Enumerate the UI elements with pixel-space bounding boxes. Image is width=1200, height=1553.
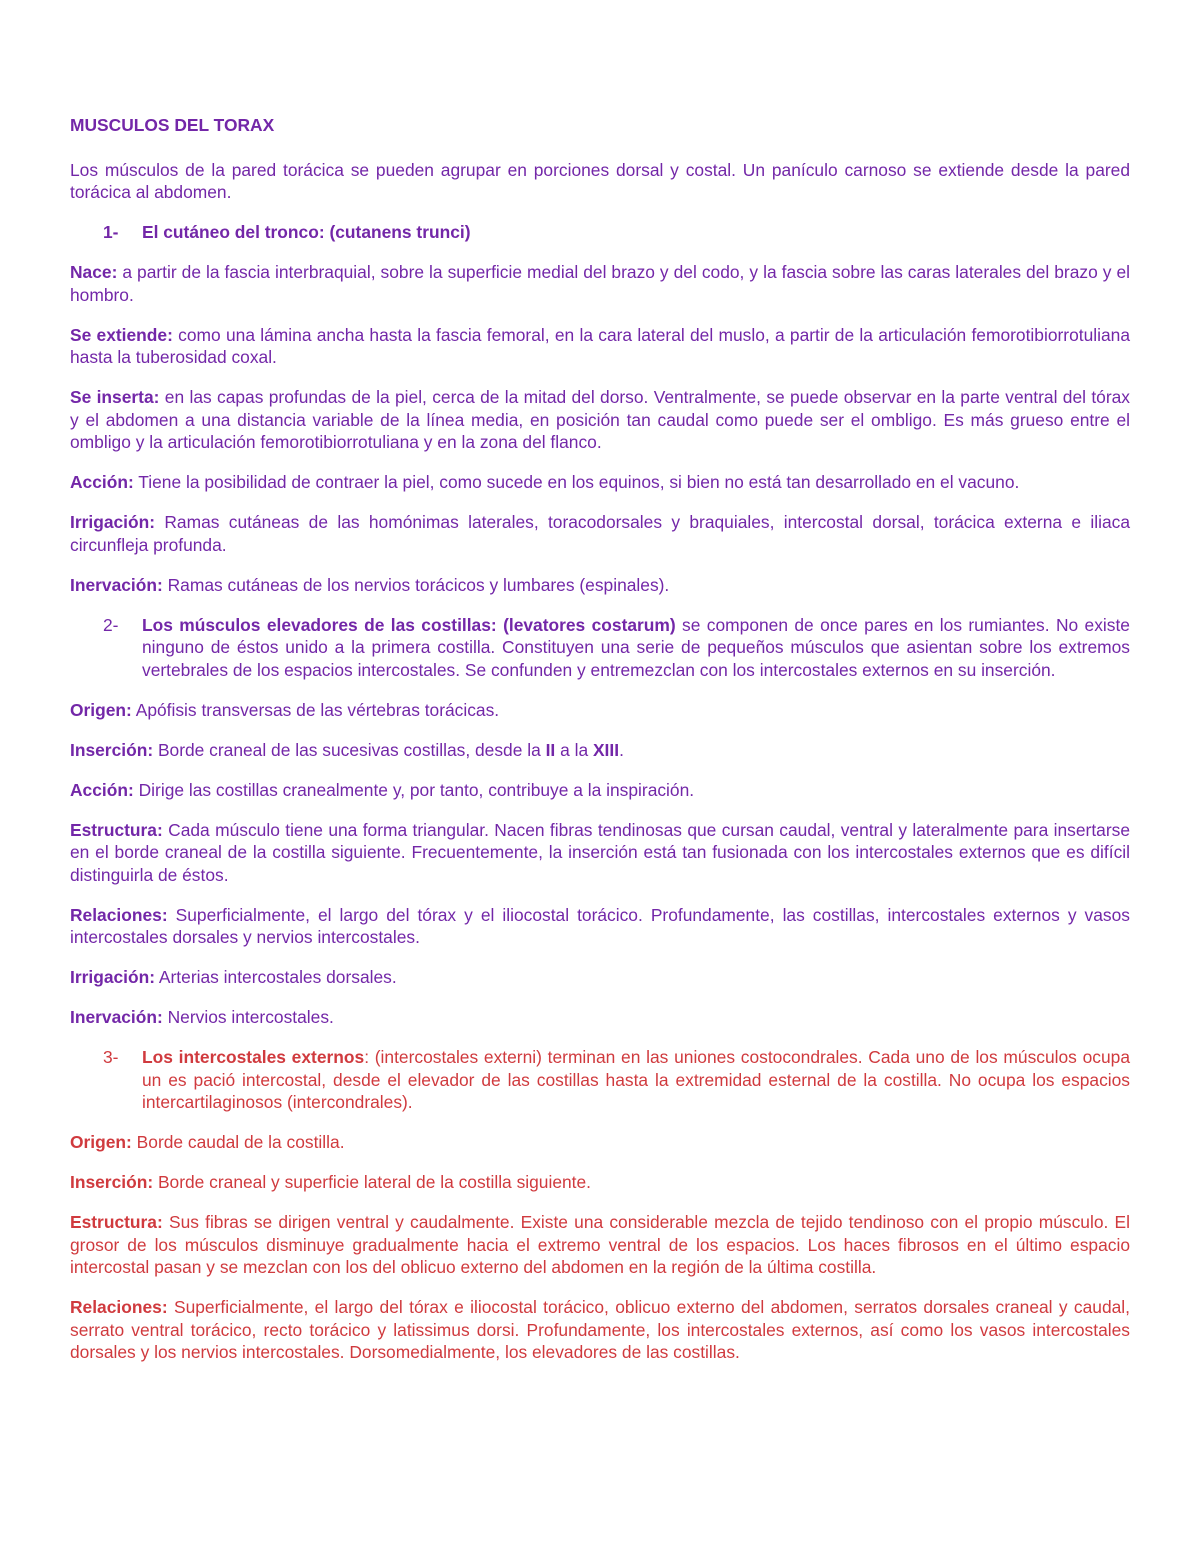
s1-accion-label: Acción: xyxy=(70,472,134,492)
section-1-heading xyxy=(70,221,1130,244)
s2-estructura-text: Cada músculo tiene una forma triangular. Nacen fibras tendinosas que cursan caudal, ventral y lateralmente para insertarse en el borde craneal de la costilla siguiente. Frecuentemente, la inserción está tan fusionada con los intercostales externos que es difícil distinguirla de éstos. xyxy=(70,819,1130,885)
s1-inervacion-text: Ramas cutáneas de los nervios torácicos y lumbares (espinales). xyxy=(162,574,670,595)
s2-estructura-label: Estructura: xyxy=(70,819,163,840)
s2-insercion-bold-1: II xyxy=(545,739,556,760)
s2-origen-text: Apófisis transversas de las vértebras torácicas. xyxy=(131,699,500,720)
s3-insercion-text: Borde craneal y superficie lateral de la costilla siguiente. xyxy=(153,1172,592,1192)
s2-origen-label: Origen: xyxy=(70,699,132,720)
s1-irrigacion-text: Ramas cutáneas de las homónimas laterales, toracodorsales y braquiales, intercostal dorsal, torácica externa e iliaca circunfleja profunda. xyxy=(70,512,1130,555)
s1-inervacion-paragraph xyxy=(70,574,1130,597)
s2-insercion-text-b: a la xyxy=(555,739,593,760)
s2-insercion-paragraph xyxy=(70,739,1130,762)
s1-inserta-paragraph xyxy=(70,386,1130,454)
s2-inervacion-paragraph xyxy=(70,1006,1130,1029)
s2-inervacion-text: Nervios intercostales. xyxy=(162,1007,334,1027)
s3-origen-text: Borde caudal de la costilla. xyxy=(131,1132,345,1152)
s3-estructura-paragraph xyxy=(70,1211,1130,1279)
s1-nace-paragraph xyxy=(70,261,1130,306)
s1-accion-text: Tiene la posibilidad de contraer la piel, como sucede en los equinos, si bien no está tan desarrollado en el vacuno. xyxy=(133,472,1020,492)
s1-nace-label: Nace: xyxy=(70,262,118,282)
s2-relaciones-label: Relaciones: xyxy=(70,904,168,925)
s3-estructura-text: Sus fibras se dirigen ventral y caudalmente. Existe una considerable mezcla de tejido tendinoso con el propio músculo. El grosor de los músculos disminuye gradualmente hacia el extremo ventral de los espacios. Los haces fibrosos en el último espacio intercostal pasan y se mezclan con los del oblicuo externo del abdomen en la región de la última costilla. xyxy=(70,1212,1130,1277)
s3-relaciones-label: Relaciones: xyxy=(70,1297,168,1317)
section-3-number: 3- xyxy=(103,1047,119,1067)
section-1-title: El cutáneo del tronco: (cutanens trunci) xyxy=(142,222,471,242)
section-2-heading xyxy=(70,614,1130,682)
s1-inserta-text: en las capas profundas de la piel, cerca de la mitad del dorso. Ventralmente, se puede observar en la parte ventral del tórax y el abdomen a una distancia variable de la línea media, en posición tan caudal como puede ser el ombligo. Es más grueso entre el ombligo y la articulación femorotibiorrotuliana y en la zona del flanco. xyxy=(70,387,1130,452)
s1-inervacion-label: Inervación: xyxy=(70,574,163,595)
section-3-intro-text: : (intercostales externi) terminan en las uniones costocondrales. Cada uno de los músculos ocupa un es pació intercostal, desde el elevador de las costillas hasta la extremidad esternal de la costilla. No ocupa los espacios intercartilaginosos (intercondrales). xyxy=(142,1047,1130,1112)
s3-origen-label: Origen: xyxy=(70,1132,132,1152)
s1-inserta-label: Se inserta: xyxy=(70,387,160,407)
s3-estructura-label: Estructura: xyxy=(70,1212,163,1232)
s3-insercion-paragraph xyxy=(70,1171,1130,1194)
s2-irrigacion-text: Arterias intercostales dorsales. xyxy=(155,967,397,987)
s1-extiende-text: como una lámina ancha hasta la fascia femoral, en la cara lateral del muslo, a partir de la articulación femorotibiorrotuliana hasta la tuberosidad coxal. xyxy=(70,324,1130,367)
s2-origen-paragraph xyxy=(70,699,1130,722)
section-2-intro-text: se componen de once pares en los rumiantes. No existe ninguno de éstos unido a la primera costilla. Constituyen una serie de pequeños músculos que asientan sobre los extremos vertebrales de los espacios intercostales. Se confunden y entremezclan con los intercostales externos en su inserción. xyxy=(142,614,1130,680)
s2-accion-label: Acción: xyxy=(70,779,134,800)
s2-inervacion-label: Inervación: xyxy=(70,1007,163,1027)
s1-extiende-paragraph xyxy=(70,324,1130,369)
s3-origen-paragraph xyxy=(70,1131,1130,1154)
s2-relaciones-text: Superficialmente, el largo del tórax y el iliocostal torácico. Profundamente, las costillas, intercostales externos y vasos intercostales dorsales y nervios intercostales. xyxy=(70,904,1130,947)
s3-relaciones-paragraph xyxy=(70,1296,1130,1364)
s2-irrigacion-label: Irrigación: xyxy=(70,967,156,987)
section-1-number: 1- xyxy=(103,222,119,242)
s2-insercion-label: Inserción: xyxy=(70,739,154,760)
s1-irrigacion-label: Irrigación: xyxy=(70,512,156,532)
section-3-heading xyxy=(70,1046,1130,1114)
section-3-title: Los intercostales externos xyxy=(142,1047,365,1067)
s3-relaciones-text: Superficialmente, el largo del tórax e iliocostal torácico, oblicuo externo del abdomen, serratos dorsales craneal y caudal, serrato ventral torácico, recto torácico y latissimus dorsi. Profundamente, los intercostales externos, así como los vasos intercostales dorsales y los nervios intercostales. Dorsomedialmente, los elevadores de las costillas. xyxy=(70,1297,1130,1362)
section-2-number: 2- xyxy=(103,614,119,635)
s2-insercion-bold-2: XIII xyxy=(592,739,620,760)
section-2-title: Los músculos elevadores de las costillas: (levatores costarum) xyxy=(142,614,676,635)
s2-insercion-text-a: Borde craneal de las sucesivas costillas, desde la xyxy=(153,739,546,760)
s2-accion-paragraph xyxy=(70,779,1130,802)
intro-paragraph: Los músculos de la pared torácica se pueden agrupar en porciones dorsal y costal. Un panículo carnoso se extiende desde la pared torácica al abdomen. xyxy=(70,159,1130,202)
s1-irrigacion-paragraph xyxy=(70,511,1130,556)
s2-accion-text: Dirige las costillas cranealmente y, por tanto, contribuye a la inspiración. xyxy=(133,779,695,800)
s2-irrigacion-paragraph xyxy=(70,966,1130,989)
s2-insercion-text-c: . xyxy=(619,739,624,760)
s2-estructura-paragraph xyxy=(70,819,1130,887)
s3-insercion-label: Inserción: xyxy=(70,1172,154,1192)
s1-extiende-label: Se extiende: xyxy=(70,324,173,345)
s1-accion-paragraph xyxy=(70,471,1130,494)
s1-nace-text: a partir de la fascia interbraquial, sobre la superficie medial del brazo y del codo, y la fascia sobre las caras laterales del brazo y el hombro. xyxy=(70,262,1130,305)
s2-relaciones-paragraph xyxy=(70,904,1130,949)
document-title: MUSCULOS DEL TORAX xyxy=(70,115,275,135)
